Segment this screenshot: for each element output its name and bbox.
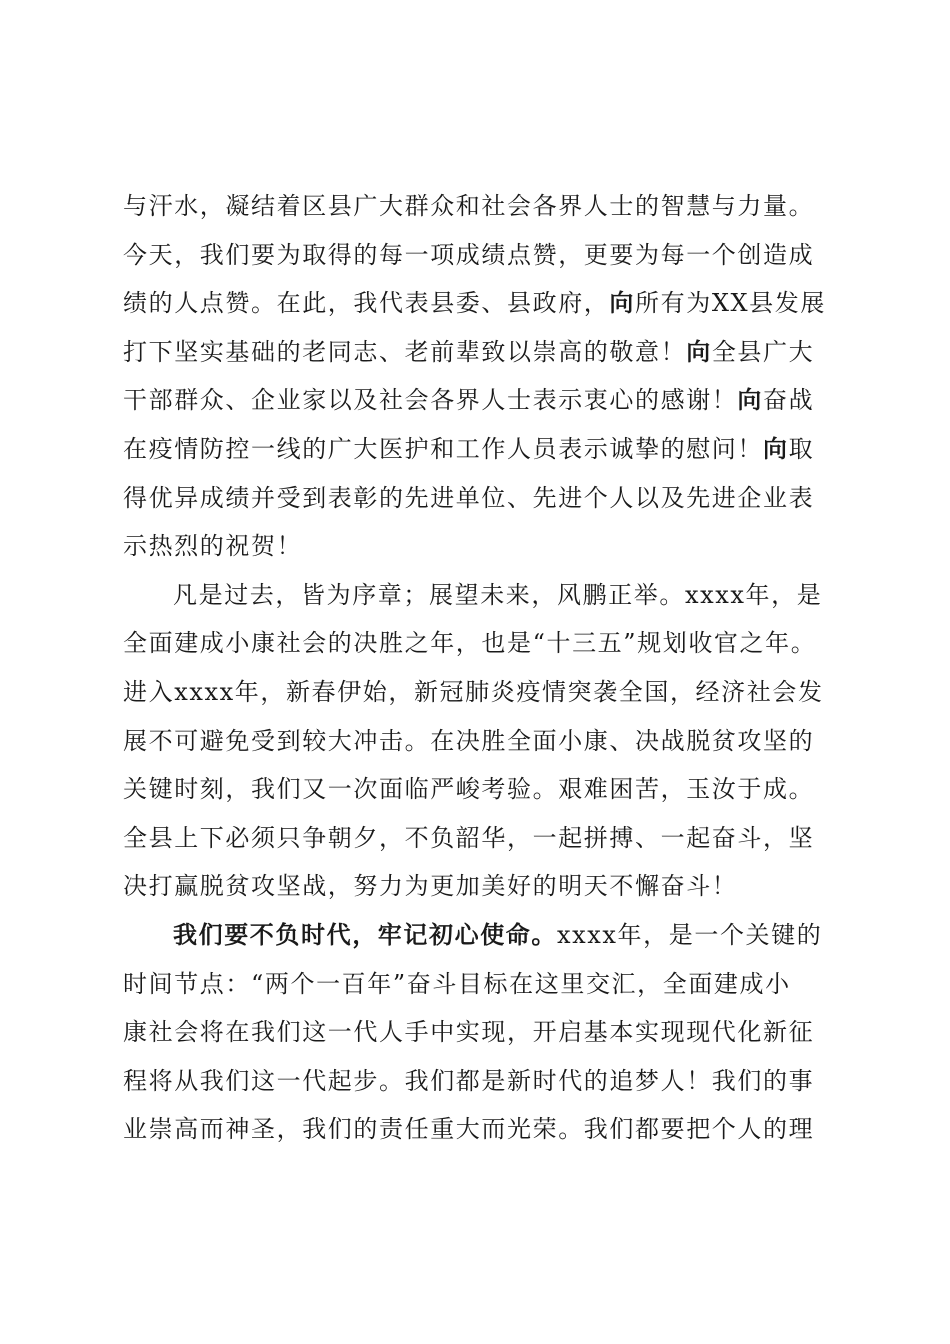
document-body [123,182,843,1154]
text-run: 全县广大 [711,337,815,366]
text-run: xxxx年，是一个关键的 [557,920,823,949]
emphasis-text: 向 [686,337,712,366]
text-line [123,911,843,960]
text-run: 时间节点：“两个一百年”奋斗目标在这里交汇，全面建成小 [123,969,791,998]
text-run: 全县上下必须只争朝夕，不负韶华，一起拼搏、一起奋斗，坚 [123,823,815,852]
text-line [123,522,843,571]
text-run: 康社会将在我们这一代人手中实现，开启基本实现现代化新征 [123,1018,815,1047]
text-line [123,668,843,717]
text-run: 取 [788,434,815,463]
text-run: 得优异成绩并受到表彰的先进单位、先进个人以及先进企业表 [123,483,815,512]
text-run: 展不可避免受到较大冲击。在决胜全面小康、决战脱贫攻坚的 [123,726,815,755]
text-run: 今天，我们要为取得的每一项成绩点赞，更要为每一个创造成 [123,240,815,269]
text-line [123,960,843,1009]
text-run: 凡是过去，皆为序章；展望未来，风鹏正举。xxxx年，是 [173,580,823,609]
text-run: 业崇高而神圣，我们的责任重大而光荣。我们都要把个人的理 [123,1115,815,1144]
emphasis-text: 向 [763,434,789,463]
text-run: 与汗水，凝结着区县广大群众和社会各界人士的智慧与力量。 [123,192,815,220]
text-run: 打下坚实基础的老同志、老前辈致以崇高的敬意！ [123,337,687,366]
text-line [123,717,843,766]
text-line [123,182,843,231]
text-line [123,1008,843,1057]
text-line [123,765,843,814]
text-run: 绩的人点赞。在此，我代表县委、县政府， [123,289,610,318]
text-line [123,1057,843,1106]
emphasis-text: 向 [737,386,764,415]
emphasis-text: 向 [609,289,636,318]
text-line [123,1105,843,1154]
text-run: 进入xxxx年，新春伊始，新冠肺炎疫情突袭全国，经济社会发 [123,677,824,706]
text-run: 全面建成小康社会的决胜之年，也是“十三五”规划收官之年。 [123,629,817,658]
text-line [123,425,843,474]
text-line [123,376,843,425]
text-line [123,862,843,911]
text-line [123,328,843,377]
emphasis-text: 我们要不负时代，牢记初心使命。 [173,920,557,949]
text-run: 干部群众、企业家以及社会各界人士表示衷心的感谢！ [123,386,738,415]
text-run: 决打赢脱贫攻坚战，努力为更加美好的明天不懈奋斗！ [123,872,738,901]
text-line [123,814,843,863]
text-line [123,231,843,280]
text-run: 程将从我们这一代起步。我们都是新时代的追梦人！我们的事 [123,1066,815,1095]
text-line [123,474,843,523]
text-run: 所有为XX县发展 [635,289,826,318]
text-line [123,279,843,328]
text-run: 示热烈的祝贺！ [123,532,303,561]
text-line [123,619,843,668]
text-run: 关键时刻，我们又一次面临严峻考验。艰难困苦，玉汝于成。 [123,775,815,804]
text-line [123,571,843,620]
text-run: 在疫情防控一线的广大医护和工作人员表示诚挚的慰问！ [123,434,763,463]
text-run: 奋战 [763,386,815,415]
